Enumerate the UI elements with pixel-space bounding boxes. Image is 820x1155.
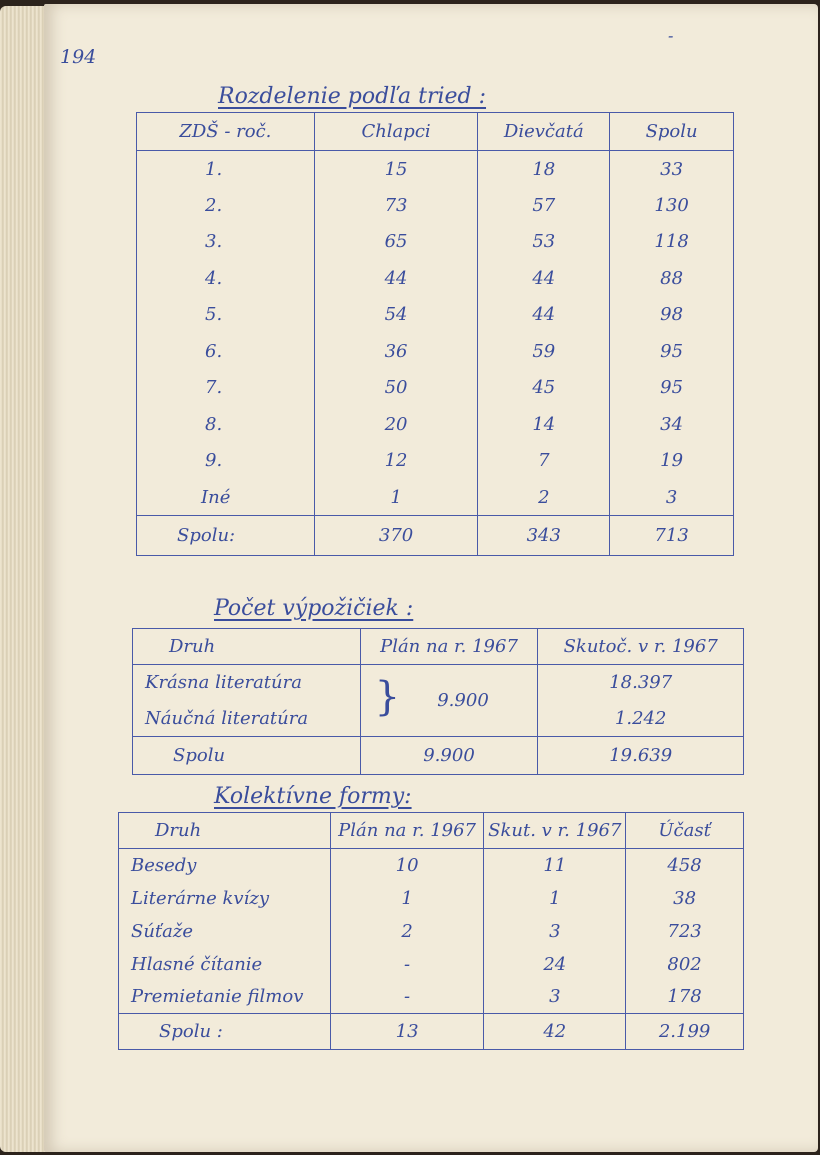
table-header-row — [133, 629, 744, 665]
table-cell: 18 — [478, 151, 610, 188]
table-cell: 2. — [137, 187, 315, 224]
total-cell: 19.639 — [538, 737, 744, 775]
table-cell: 44 — [478, 260, 610, 297]
table-cell: 4. — [137, 260, 315, 297]
table-cell: Súťaže — [119, 915, 331, 948]
table-row — [137, 297, 734, 334]
table-cell: Besedy — [119, 849, 331, 882]
table-row — [137, 443, 734, 480]
column-header: Druh — [119, 813, 331, 849]
table-cell: 15 — [314, 151, 478, 188]
total-cell: 9.900 — [360, 737, 538, 775]
table-cell: 44 — [478, 297, 610, 334]
table-row — [137, 151, 734, 188]
table-cell: 45 — [478, 370, 610, 407]
table-cell: 9.900 — [437, 690, 489, 711]
table-header-row — [137, 113, 734, 151]
table-cell: Iné — [137, 479, 315, 516]
table-cell: 1.242 — [538, 701, 744, 737]
table-cell: 50 — [314, 370, 478, 407]
table2-heading: Počet výpožičiek : — [214, 596, 414, 621]
table-cell: 24 — [484, 948, 626, 981]
table3-heading: Kolektívne formy: — [214, 784, 412, 809]
column-header: ZDŠ - roč. — [137, 113, 315, 151]
table-cell: 34 — [610, 406, 734, 443]
table-cell: 36 — [314, 333, 478, 370]
table-cell: 65 — [314, 224, 478, 261]
table-cell: 2 — [330, 915, 484, 948]
column-header: Skut. v r. 1967 — [484, 813, 626, 849]
table-cell: 53 — [478, 224, 610, 261]
table-cell: 118 — [610, 224, 734, 261]
table-row — [137, 224, 734, 261]
table-row — [119, 882, 744, 915]
column-header: Druh — [133, 629, 361, 665]
table-cell: 1 — [484, 882, 626, 915]
total-cell: 42 — [484, 1014, 626, 1050]
column-header: Účasť — [626, 813, 744, 849]
table-row — [137, 479, 734, 516]
collective-forms-table — [118, 812, 744, 1050]
table-row — [133, 665, 744, 701]
table-cell: Premietanie filmov — [119, 981, 331, 1014]
table-cell: 3 — [610, 479, 734, 516]
plan-cell — [360, 665, 538, 737]
table-cell: Literárne kvízy — [119, 882, 331, 915]
table-row — [119, 915, 744, 948]
table-row — [137, 333, 734, 370]
table-cell: 5. — [137, 297, 315, 334]
table-cell: 44 — [314, 260, 478, 297]
table-row — [137, 260, 734, 297]
total-label: Spolu: — [137, 516, 315, 556]
table-cell: 7. — [137, 370, 315, 407]
table-cell: 2 — [478, 479, 610, 516]
table-cell: 88 — [610, 260, 734, 297]
table-cell: Hlasné čítanie — [119, 948, 331, 981]
table-row — [137, 406, 734, 443]
table-cell: 802 — [626, 948, 744, 981]
table-cell: 18.397 — [538, 665, 744, 701]
table-row — [119, 849, 744, 882]
page-number: 194 — [60, 46, 97, 68]
table-cell: 95 — [610, 333, 734, 370]
class-distribution-table — [136, 112, 734, 556]
table-cell: 19 — [610, 443, 734, 480]
table-cell: 723 — [626, 915, 744, 948]
brace-icon: } — [374, 674, 401, 720]
table-cell: 10 — [330, 849, 484, 882]
table-cell: 178 — [626, 981, 744, 1014]
column-header: Skutoč. v r. 1967 — [538, 629, 744, 665]
table-cell: 57 — [478, 187, 610, 224]
table-row — [137, 187, 734, 224]
table-cell: 3 — [484, 915, 626, 948]
table-cell: 73 — [314, 187, 478, 224]
table1-heading: Rozdelenie podľa tried : — [218, 84, 487, 109]
column-header: Spolu — [610, 113, 734, 151]
table-cell: 98 — [610, 297, 734, 334]
total-label: Spolu : — [119, 1014, 331, 1050]
total-cell: 13 — [330, 1014, 484, 1050]
table-cell: 59 — [478, 333, 610, 370]
total-cell: 343 — [478, 516, 610, 556]
table-cell: 1 — [330, 882, 484, 915]
table-cell: 54 — [314, 297, 478, 334]
table-cell: - — [330, 948, 484, 981]
table-cell: 9. — [137, 443, 315, 480]
table-cell: 3 — [484, 981, 626, 1014]
table-cell: - — [330, 981, 484, 1014]
table-cell: 14 — [478, 406, 610, 443]
table-header-row — [119, 813, 744, 849]
table-cell: 20 — [314, 406, 478, 443]
column-header: Chlapci — [314, 113, 478, 151]
table-row — [119, 981, 744, 1014]
table-cell: 33 — [610, 151, 734, 188]
table-row — [119, 948, 744, 981]
table-cell: Krásna literatúra — [133, 665, 361, 701]
column-header: Dievčatá — [478, 113, 610, 151]
table-cell: 6. — [137, 333, 315, 370]
page-edges — [0, 6, 46, 1152]
table-cell: 12 — [314, 443, 478, 480]
table-cell: 1. — [137, 151, 315, 188]
total-cell: 370 — [314, 516, 478, 556]
table-cell: Náučná literatúra — [133, 701, 361, 737]
table-cell: 8. — [137, 406, 315, 443]
table-cell: 1 — [314, 479, 478, 516]
table-cell: 38 — [626, 882, 744, 915]
total-label: Spolu — [133, 737, 361, 775]
table-cell: 130 — [610, 187, 734, 224]
corner-mark: - — [668, 26, 674, 45]
table-total-row — [119, 1014, 744, 1050]
table-cell: 458 — [626, 849, 744, 882]
total-cell: 2.199 — [626, 1014, 744, 1050]
column-header: Plán na r. 1967 — [330, 813, 484, 849]
table-cell: 95 — [610, 370, 734, 407]
table-cell: 11 — [484, 849, 626, 882]
table-row — [137, 370, 734, 407]
table-cell: 3. — [137, 224, 315, 261]
column-header: Plán na r. 1967 — [360, 629, 538, 665]
table-total-row — [133, 737, 744, 775]
total-cell: 713 — [610, 516, 734, 556]
loans-table — [132, 628, 744, 775]
table-total-row — [137, 516, 734, 556]
table-cell: 7 — [478, 443, 610, 480]
